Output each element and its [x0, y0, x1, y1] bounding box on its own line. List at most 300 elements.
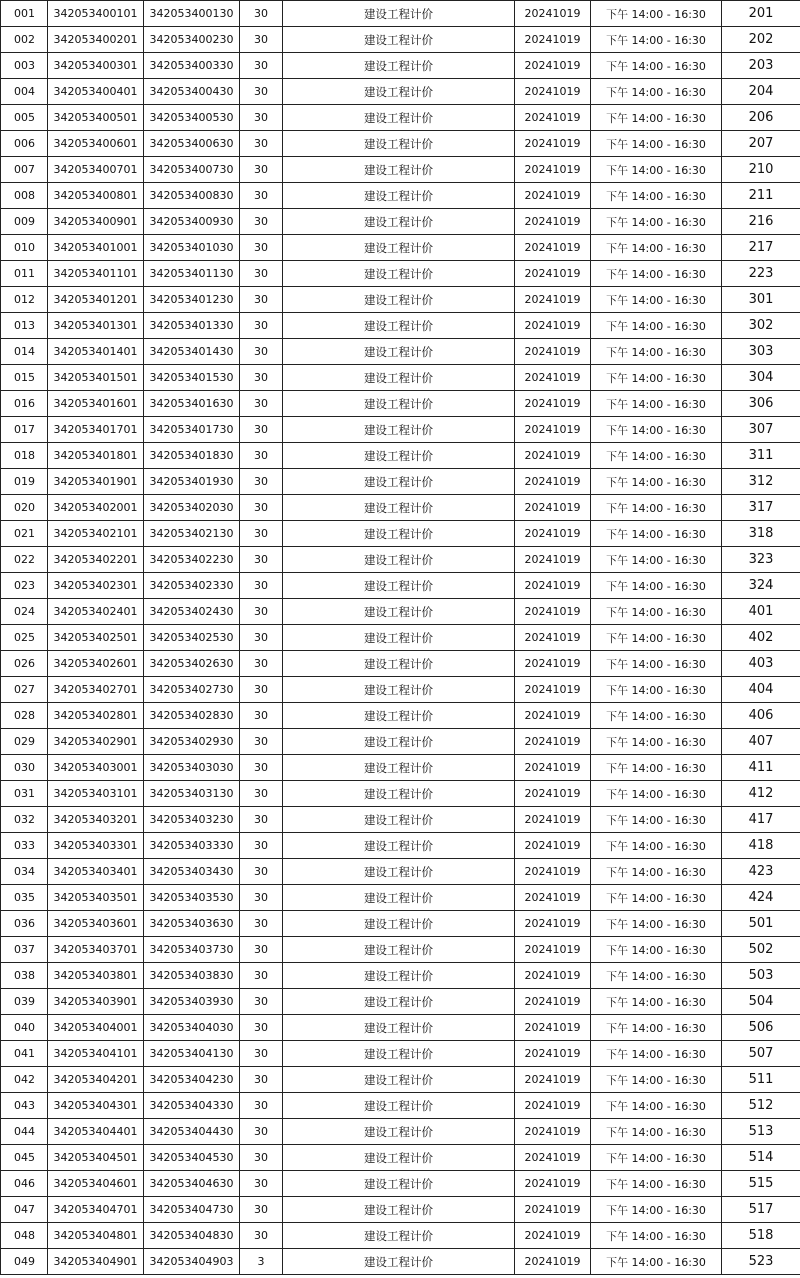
- count-cell: 30: [240, 989, 283, 1015]
- time-cell: 下午 14:00 - 16:30: [591, 781, 722, 807]
- date-cell: 20241019: [515, 105, 591, 131]
- room-cell: 301: [722, 287, 800, 313]
- count-cell: 30: [240, 391, 283, 417]
- end-ticket-cell: 342053403830: [144, 963, 240, 989]
- start-ticket-cell: 342053403301: [48, 833, 144, 859]
- count-cell: 30: [240, 573, 283, 599]
- room-cell: 217: [722, 235, 800, 261]
- end-ticket-cell: 342053403430: [144, 859, 240, 885]
- start-ticket-cell: 342053403801: [48, 963, 144, 989]
- end-ticket-cell: 342053401530: [144, 365, 240, 391]
- count-cell: 30: [240, 235, 283, 261]
- start-ticket-cell: 342053403001: [48, 755, 144, 781]
- serial-cell: 023: [1, 573, 48, 599]
- time-cell: 下午 14:00 - 16:30: [591, 963, 722, 989]
- date-cell: 20241019: [515, 1067, 591, 1093]
- end-ticket-cell: 342053403730: [144, 937, 240, 963]
- serial-cell: 024: [1, 599, 48, 625]
- end-ticket-cell: 342053402330: [144, 573, 240, 599]
- date-cell: 20241019: [515, 521, 591, 547]
- room-cell: 512: [722, 1093, 800, 1119]
- subject-cell: 建设工程计价: [283, 625, 515, 651]
- time-cell: 下午 14:00 - 16:30: [591, 105, 722, 131]
- room-cell: 503: [722, 963, 800, 989]
- start-ticket-cell: 342053400201: [48, 27, 144, 53]
- table-row: [1, 235, 800, 261]
- end-ticket-cell: 342053402530: [144, 625, 240, 651]
- subject-cell: 建设工程计价: [283, 807, 515, 833]
- start-ticket-cell: 342053402601: [48, 651, 144, 677]
- time-cell: 下午 14:00 - 16:30: [591, 287, 722, 313]
- end-ticket-cell: 342053401830: [144, 443, 240, 469]
- start-ticket-cell: 342053401401: [48, 339, 144, 365]
- date-cell: 20241019: [515, 183, 591, 209]
- time-cell: 下午 14:00 - 16:30: [591, 807, 722, 833]
- end-ticket-cell: 342053404130: [144, 1041, 240, 1067]
- start-ticket-cell: 342053402701: [48, 677, 144, 703]
- start-ticket-cell: 342053402901: [48, 729, 144, 755]
- room-cell: 501: [722, 911, 800, 937]
- serial-cell: 036: [1, 911, 48, 937]
- table-row: [1, 1197, 800, 1223]
- subject-cell: 建设工程计价: [283, 469, 515, 495]
- time-cell: 下午 14:00 - 16:30: [591, 729, 722, 755]
- subject-cell: 建设工程计价: [283, 391, 515, 417]
- table-row: [1, 53, 800, 79]
- room-cell: 303: [722, 339, 800, 365]
- start-ticket-cell: 342053401201: [48, 287, 144, 313]
- time-cell: 下午 14:00 - 16:30: [591, 677, 722, 703]
- serial-cell: 021: [1, 521, 48, 547]
- start-ticket-cell: 342053403101: [48, 781, 144, 807]
- count-cell: 30: [240, 417, 283, 443]
- room-cell: 406: [722, 703, 800, 729]
- serial-cell: 032: [1, 807, 48, 833]
- table-row: [1, 313, 800, 339]
- table-row: [1, 1171, 800, 1197]
- count-cell: 30: [240, 27, 283, 53]
- room-cell: 318: [722, 521, 800, 547]
- date-cell: 20241019: [515, 1197, 591, 1223]
- count-cell: 30: [240, 963, 283, 989]
- serial-cell: 019: [1, 469, 48, 495]
- table-body: [1, 1, 800, 1275]
- serial-cell: 008: [1, 183, 48, 209]
- date-cell: 20241019: [515, 547, 591, 573]
- subject-cell: 建设工程计价: [283, 443, 515, 469]
- subject-cell: 建设工程计价: [283, 157, 515, 183]
- date-cell: 20241019: [515, 937, 591, 963]
- start-ticket-cell: 342053401601: [48, 391, 144, 417]
- time-cell: 下午 14:00 - 16:30: [591, 313, 722, 339]
- subject-cell: 建设工程计价: [283, 521, 515, 547]
- serial-cell: 018: [1, 443, 48, 469]
- subject-cell: 建设工程计价: [283, 937, 515, 963]
- end-ticket-cell: 342053404903: [144, 1249, 240, 1275]
- count-cell: 30: [240, 677, 283, 703]
- date-cell: 20241019: [515, 1119, 591, 1145]
- serial-cell: 034: [1, 859, 48, 885]
- end-ticket-cell: 342053404730: [144, 1197, 240, 1223]
- count-cell: 30: [240, 547, 283, 573]
- time-cell: 下午 14:00 - 16:30: [591, 131, 722, 157]
- start-ticket-cell: 342053401801: [48, 443, 144, 469]
- subject-cell: 建设工程计价: [283, 365, 515, 391]
- room-cell: 412: [722, 781, 800, 807]
- count-cell: 30: [240, 313, 283, 339]
- subject-cell: 建设工程计价: [283, 79, 515, 105]
- end-ticket-cell: 342053400430: [144, 79, 240, 105]
- end-ticket-cell: 342053400830: [144, 183, 240, 209]
- table-row: [1, 105, 800, 131]
- serial-cell: 033: [1, 833, 48, 859]
- end-ticket-cell: 342053402430: [144, 599, 240, 625]
- count-cell: 30: [240, 755, 283, 781]
- time-cell: 下午 14:00 - 16:30: [591, 625, 722, 651]
- table-row: [1, 833, 800, 859]
- room-cell: 307: [722, 417, 800, 443]
- serial-cell: 015: [1, 365, 48, 391]
- table-row: [1, 599, 800, 625]
- time-cell: 下午 14:00 - 16:30: [591, 755, 722, 781]
- end-ticket-cell: 342053404230: [144, 1067, 240, 1093]
- room-cell: 407: [722, 729, 800, 755]
- date-cell: 20241019: [515, 807, 591, 833]
- date-cell: 20241019: [515, 989, 591, 1015]
- serial-cell: 030: [1, 755, 48, 781]
- end-ticket-cell: 342053404530: [144, 1145, 240, 1171]
- room-cell: 203: [722, 53, 800, 79]
- count-cell: 30: [240, 1145, 283, 1171]
- time-cell: 下午 14:00 - 16:30: [591, 27, 722, 53]
- table-row: [1, 131, 800, 157]
- time-cell: 下午 14:00 - 16:30: [591, 1, 722, 27]
- start-ticket-cell: 342053400401: [48, 79, 144, 105]
- subject-cell: 建设工程计价: [283, 105, 515, 131]
- count-cell: 30: [240, 521, 283, 547]
- count-cell: 30: [240, 183, 283, 209]
- table-row: [1, 443, 800, 469]
- count-cell: 30: [240, 703, 283, 729]
- room-cell: 201: [722, 1, 800, 27]
- serial-cell: 044: [1, 1119, 48, 1145]
- subject-cell: 建设工程计价: [283, 53, 515, 79]
- start-ticket-cell: 342053400301: [48, 53, 144, 79]
- table-row: [1, 963, 800, 989]
- subject-cell: 建设工程计价: [283, 547, 515, 573]
- serial-cell: 004: [1, 79, 48, 105]
- date-cell: 20241019: [515, 833, 591, 859]
- subject-cell: 建设工程计价: [283, 1, 515, 27]
- table-row: [1, 261, 800, 287]
- room-cell: 518: [722, 1223, 800, 1249]
- start-ticket-cell: 342053401701: [48, 417, 144, 443]
- count-cell: 30: [240, 911, 283, 937]
- date-cell: 20241019: [515, 391, 591, 417]
- time-cell: 下午 14:00 - 16:30: [591, 53, 722, 79]
- end-ticket-cell: 342053401430: [144, 339, 240, 365]
- start-ticket-cell: 342053404201: [48, 1067, 144, 1093]
- room-cell: 404: [722, 677, 800, 703]
- date-cell: 20241019: [515, 1171, 591, 1197]
- serial-cell: 012: [1, 287, 48, 313]
- count-cell: 30: [240, 287, 283, 313]
- time-cell: 下午 14:00 - 16:30: [591, 443, 722, 469]
- table-row: [1, 989, 800, 1015]
- time-cell: 下午 14:00 - 16:30: [591, 79, 722, 105]
- table-row: [1, 1041, 800, 1067]
- room-cell: 324: [722, 573, 800, 599]
- subject-cell: 建设工程计价: [283, 313, 515, 339]
- start-ticket-cell: 342053402201: [48, 547, 144, 573]
- end-ticket-cell: 342053403130: [144, 781, 240, 807]
- room-cell: 207: [722, 131, 800, 157]
- serial-cell: 045: [1, 1145, 48, 1171]
- table-row: [1, 937, 800, 963]
- time-cell: 下午 14:00 - 16:30: [591, 1145, 722, 1171]
- date-cell: 20241019: [515, 963, 591, 989]
- subject-cell: 建设工程计价: [283, 235, 515, 261]
- subject-cell: 建设工程计价: [283, 131, 515, 157]
- room-cell: 223: [722, 261, 800, 287]
- serial-cell: 025: [1, 625, 48, 651]
- start-ticket-cell: 342053404601: [48, 1171, 144, 1197]
- room-cell: 507: [722, 1041, 800, 1067]
- room-cell: 515: [722, 1171, 800, 1197]
- subject-cell: 建设工程计价: [283, 989, 515, 1015]
- end-ticket-cell: 342053400730: [144, 157, 240, 183]
- end-ticket-cell: 342053400130: [144, 1, 240, 27]
- table-row: [1, 157, 800, 183]
- table-row: [1, 703, 800, 729]
- count-cell: 30: [240, 105, 283, 131]
- subject-cell: 建设工程计价: [283, 833, 515, 859]
- time-cell: 下午 14:00 - 16:30: [591, 391, 722, 417]
- serial-cell: 043: [1, 1093, 48, 1119]
- count-cell: 3: [240, 1249, 283, 1275]
- time-cell: 下午 14:00 - 16:30: [591, 989, 722, 1015]
- count-cell: 30: [240, 1171, 283, 1197]
- date-cell: 20241019: [515, 1, 591, 27]
- serial-cell: 017: [1, 417, 48, 443]
- table-row: [1, 365, 800, 391]
- time-cell: 下午 14:00 - 16:30: [591, 1197, 722, 1223]
- date-cell: 20241019: [515, 781, 591, 807]
- date-cell: 20241019: [515, 651, 591, 677]
- table-row: [1, 469, 800, 495]
- time-cell: 下午 14:00 - 16:30: [591, 261, 722, 287]
- date-cell: 20241019: [515, 599, 591, 625]
- serial-cell: 035: [1, 885, 48, 911]
- room-cell: 417: [722, 807, 800, 833]
- serial-cell: 042: [1, 1067, 48, 1093]
- room-cell: 423: [722, 859, 800, 885]
- subject-cell: 建设工程计价: [283, 1171, 515, 1197]
- table-row: [1, 755, 800, 781]
- subject-cell: 建设工程计价: [283, 755, 515, 781]
- table-row: [1, 183, 800, 209]
- table-row: [1, 859, 800, 885]
- subject-cell: 建设工程计价: [283, 1015, 515, 1041]
- end-ticket-cell: 342053402630: [144, 651, 240, 677]
- time-cell: 下午 14:00 - 16:30: [591, 859, 722, 885]
- table-row: [1, 287, 800, 313]
- count-cell: 30: [240, 625, 283, 651]
- date-cell: 20241019: [515, 261, 591, 287]
- room-cell: 411: [722, 755, 800, 781]
- room-cell: 204: [722, 79, 800, 105]
- start-ticket-cell: 342053401101: [48, 261, 144, 287]
- count-cell: 30: [240, 781, 283, 807]
- start-ticket-cell: 342053401001: [48, 235, 144, 261]
- subject-cell: 建设工程计价: [283, 911, 515, 937]
- start-ticket-cell: 342053401901: [48, 469, 144, 495]
- serial-cell: 001: [1, 1, 48, 27]
- end-ticket-cell: 342053403530: [144, 885, 240, 911]
- start-ticket-cell: 342053404501: [48, 1145, 144, 1171]
- count-cell: 30: [240, 1119, 283, 1145]
- time-cell: 下午 14:00 - 16:30: [591, 703, 722, 729]
- time-cell: 下午 14:00 - 16:30: [591, 1171, 722, 1197]
- end-ticket-cell: 342053403330: [144, 833, 240, 859]
- end-ticket-cell: 342053404630: [144, 1171, 240, 1197]
- serial-cell: 007: [1, 157, 48, 183]
- count-cell: 30: [240, 729, 283, 755]
- room-cell: 523: [722, 1249, 800, 1275]
- table-row: [1, 625, 800, 651]
- count-cell: 30: [240, 807, 283, 833]
- table-row: [1, 781, 800, 807]
- count-cell: 30: [240, 131, 283, 157]
- start-ticket-cell: 342053400501: [48, 105, 144, 131]
- date-cell: 20241019: [515, 1015, 591, 1041]
- count-cell: 30: [240, 261, 283, 287]
- room-cell: 401: [722, 599, 800, 625]
- count-cell: 30: [240, 339, 283, 365]
- date-cell: 20241019: [515, 677, 591, 703]
- end-ticket-cell: 342053400630: [144, 131, 240, 157]
- serial-cell: 028: [1, 703, 48, 729]
- count-cell: 30: [240, 79, 283, 105]
- subject-cell: 建设工程计价: [283, 1093, 515, 1119]
- date-cell: 20241019: [515, 469, 591, 495]
- serial-cell: 026: [1, 651, 48, 677]
- table-row: [1, 521, 800, 547]
- start-ticket-cell: 342053402401: [48, 599, 144, 625]
- room-cell: 216: [722, 209, 800, 235]
- time-cell: 下午 14:00 - 16:30: [591, 1041, 722, 1067]
- start-ticket-cell: 342053403201: [48, 807, 144, 833]
- table-row: [1, 885, 800, 911]
- serial-cell: 009: [1, 209, 48, 235]
- time-cell: 下午 14:00 - 16:30: [591, 937, 722, 963]
- time-cell: 下午 14:00 - 16:30: [591, 911, 722, 937]
- end-ticket-cell: 342053402830: [144, 703, 240, 729]
- subject-cell: 建设工程计价: [283, 27, 515, 53]
- end-ticket-cell: 342053403930: [144, 989, 240, 1015]
- date-cell: 20241019: [515, 235, 591, 261]
- start-ticket-cell: 342053404001: [48, 1015, 144, 1041]
- time-cell: 下午 14:00 - 16:30: [591, 885, 722, 911]
- room-cell: 211: [722, 183, 800, 209]
- serial-cell: 022: [1, 547, 48, 573]
- subject-cell: 建设工程计价: [283, 781, 515, 807]
- end-ticket-cell: 342053404430: [144, 1119, 240, 1145]
- table-row: [1, 807, 800, 833]
- end-ticket-cell: 342053401030: [144, 235, 240, 261]
- date-cell: 20241019: [515, 209, 591, 235]
- table-row: [1, 1067, 800, 1093]
- room-cell: 504: [722, 989, 800, 1015]
- table-row: [1, 547, 800, 573]
- start-ticket-cell: 342053400101: [48, 1, 144, 27]
- time-cell: 下午 14:00 - 16:30: [591, 1067, 722, 1093]
- subject-cell: 建设工程计价: [283, 209, 515, 235]
- time-cell: 下午 14:00 - 16:30: [591, 469, 722, 495]
- table-row: [1, 1249, 800, 1275]
- date-cell: 20241019: [515, 1249, 591, 1275]
- time-cell: 下午 14:00 - 16:30: [591, 365, 722, 391]
- end-ticket-cell: 342053403030: [144, 755, 240, 781]
- table-row: [1, 391, 800, 417]
- time-cell: 下午 14:00 - 16:30: [591, 521, 722, 547]
- subject-cell: 建设工程计价: [283, 677, 515, 703]
- date-cell: 20241019: [515, 1093, 591, 1119]
- subject-cell: 建设工程计价: [283, 1249, 515, 1275]
- room-cell: 506: [722, 1015, 800, 1041]
- table-row: [1, 1223, 800, 1249]
- start-ticket-cell: 342053400701: [48, 157, 144, 183]
- end-ticket-cell: 342053404330: [144, 1093, 240, 1119]
- time-cell: 下午 14:00 - 16:30: [591, 1223, 722, 1249]
- time-cell: 下午 14:00 - 16:30: [591, 1093, 722, 1119]
- count-cell: 30: [240, 365, 283, 391]
- start-ticket-cell: 342053401301: [48, 313, 144, 339]
- subject-cell: 建设工程计价: [283, 573, 515, 599]
- serial-cell: 039: [1, 989, 48, 1015]
- room-cell: 517: [722, 1197, 800, 1223]
- start-ticket-cell: 342053402801: [48, 703, 144, 729]
- table-row: [1, 1145, 800, 1171]
- time-cell: 下午 14:00 - 16:30: [591, 547, 722, 573]
- serial-cell: 010: [1, 235, 48, 261]
- count-cell: 30: [240, 469, 283, 495]
- serial-cell: 002: [1, 27, 48, 53]
- time-cell: 下午 14:00 - 16:30: [591, 573, 722, 599]
- date-cell: 20241019: [515, 1041, 591, 1067]
- subject-cell: 建设工程计价: [283, 1223, 515, 1249]
- date-cell: 20241019: [515, 911, 591, 937]
- time-cell: 下午 14:00 - 16:30: [591, 1119, 722, 1145]
- room-cell: 317: [722, 495, 800, 521]
- count-cell: 30: [240, 599, 283, 625]
- count-cell: 30: [240, 1093, 283, 1119]
- date-cell: 20241019: [515, 27, 591, 53]
- date-cell: 20241019: [515, 365, 591, 391]
- subject-cell: 建设工程计价: [283, 417, 515, 443]
- subject-cell: 建设工程计价: [283, 651, 515, 677]
- subject-cell: 建设工程计价: [283, 183, 515, 209]
- time-cell: 下午 14:00 - 16:30: [591, 599, 722, 625]
- serial-cell: 014: [1, 339, 48, 365]
- end-ticket-cell: 342053403630: [144, 911, 240, 937]
- subject-cell: 建设工程计价: [283, 1067, 515, 1093]
- time-cell: 下午 14:00 - 16:30: [591, 339, 722, 365]
- start-ticket-cell: 342053402001: [48, 495, 144, 521]
- serial-cell: 020: [1, 495, 48, 521]
- end-ticket-cell: 342053401930: [144, 469, 240, 495]
- end-ticket-cell: 342053401630: [144, 391, 240, 417]
